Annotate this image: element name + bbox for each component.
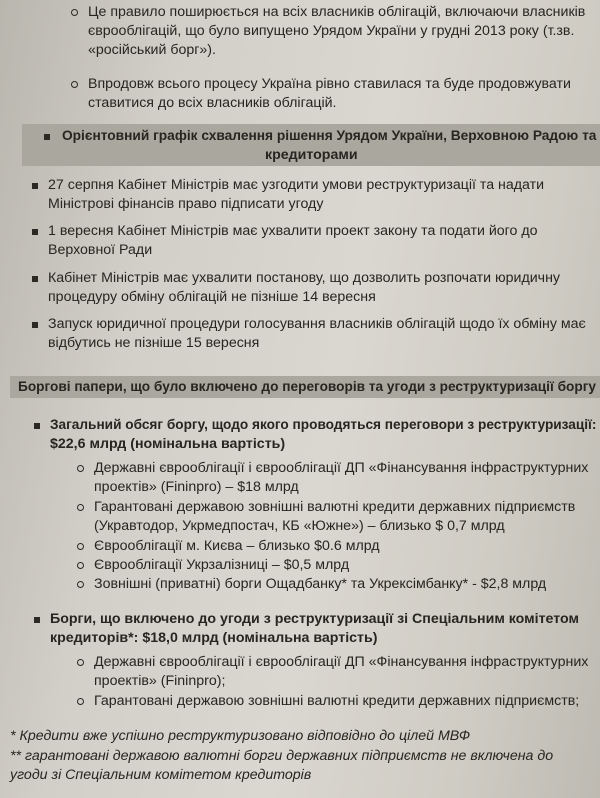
schedule-item-2-line-1: 1 вересня Кабінет Міністрів має ухвалити проект закону та подати його до (48, 223, 538, 239)
circle-bullet-icon (71, 9, 78, 16)
committee-sub-1-line-2: проектів» (Fininpro); (94, 673, 226, 689)
committee-line-1: Борги, що включено до угоди з реструктуризації зі Спеціальним комітетом (50, 611, 579, 627)
schedule-item-3-line-2: процедуру обміну облігацій не пізніше 14 вересня (48, 289, 376, 305)
square-bullet-icon (32, 183, 38, 189)
schedule-item-1-line-1: 27 серпня Кабінет Міністрів має узгодити умови реструктуризації та надати (48, 177, 545, 193)
footnote-2-line-2: угоди зі Спеціальним комітетом кредиторів (10, 767, 312, 783)
square-bullet-icon (32, 276, 38, 282)
schedule-heading-line-1: Орієнтовний графік схвалення рішення Урядом України, Верховною Радою та (62, 128, 597, 144)
schedule-heading-line-2: кредиторами (265, 147, 358, 163)
total-sub-1-line-2: проектів» (Fininpro) – $18 млрд (94, 479, 299, 495)
intro-bullet-1-line-1: Це правило поширюється на всіх власників облігацій, включаючи власників (88, 4, 586, 20)
intro-bullet-1-line-2: єврооблігацій, що було випущено Урядом України у грудні 2013 року (т.зв. (88, 23, 575, 39)
total-sub-2-line-2: (Укравтодор, Укрмедпостач, КБ «Южне») – близько $ 0,7 млрд (94, 518, 505, 534)
circle-bullet-icon (77, 543, 84, 550)
circle-bullet-icon (77, 659, 84, 666)
schedule-item-2-line-2: Верховної Ради (48, 242, 153, 258)
square-bullet-icon (34, 617, 40, 623)
securities-heading: Боргові папери, що було включено до переговорів та угоди з реструктуризації боргу (18, 379, 597, 395)
square-bullet-icon (34, 423, 40, 429)
circle-bullet-icon (77, 581, 84, 588)
circle-bullet-icon (77, 698, 84, 705)
footnote-2-line-1: ** гарантовані державою валютні борги державних підприємств не включена до (10, 748, 554, 764)
footnote-1: * Кредити вже успішно реструктуризовано відповідно до цілей МВФ (10, 728, 471, 744)
committee-sub-2: Гарантовані державою зовнішні валютні кредити державних підприємств; (94, 693, 580, 709)
square-bullet-icon (44, 134, 50, 140)
intro-bullet-2-line-2: ставитися до всіх власників облігацій. (88, 95, 337, 111)
schedule-item-4-line-2: відбутись не пізніше 15 вересня (48, 335, 260, 351)
circle-bullet-icon (77, 504, 84, 511)
total-debt-line-1: Загальний обсяг боргу, щодо якого проводяться переговори з реструктуризації: (50, 417, 597, 433)
total-sub-4: Єврооблігації Укрзалізниці – $0,5 млрд (94, 557, 350, 573)
committee-sub-1-line-1: Державні єврооблігації і єврооблігації ДП «Фінансування інфраструктурних (94, 654, 589, 670)
schedule-item-4-line-1: Запуск юридичної процедури голосування власників облігацій щодо їх обміну має (48, 316, 586, 332)
total-sub-2-line-1: Гарантовані державою зовнішні валютні кредити державних підприємств (94, 499, 576, 515)
total-debt-line-2: $22,6 млрд (номінальна вартість) (50, 436, 286, 452)
circle-bullet-icon (77, 465, 84, 472)
circle-bullet-icon (71, 81, 78, 88)
circle-bullet-icon (77, 562, 84, 569)
schedule-item-3-line-1: Кабінет Міністрів має ухвалити постанову, що дозволить розпочати юридичну (48, 270, 561, 286)
total-sub-1-line-1: Державні єврооблігації і єврооблігації ДП «Фінансування інфраструктурних (94, 460, 589, 476)
committee-line-2: кредиторів*: $18,0 млрд (номінальна вартість) (50, 630, 378, 646)
schedule-item-1-line-2: Міністрові фінансів право підписати угоду (48, 196, 324, 212)
intro-bullet-1-line-3: «російський борг»). (88, 42, 216, 58)
total-sub-5: Зовнішні (приватні) борги Ощадбанку* та Укрексімбанку* - $2,8 млрд (94, 576, 547, 592)
intro-bullet-2-line-1: Впродовж всього процесу Україна рівно ставилася та буде продовжувати (88, 76, 571, 92)
total-sub-3: Єврооблігації м. Києва – близько $0.6 млрд (94, 538, 380, 554)
square-bullet-icon (32, 322, 38, 328)
square-bullet-icon (32, 229, 38, 235)
